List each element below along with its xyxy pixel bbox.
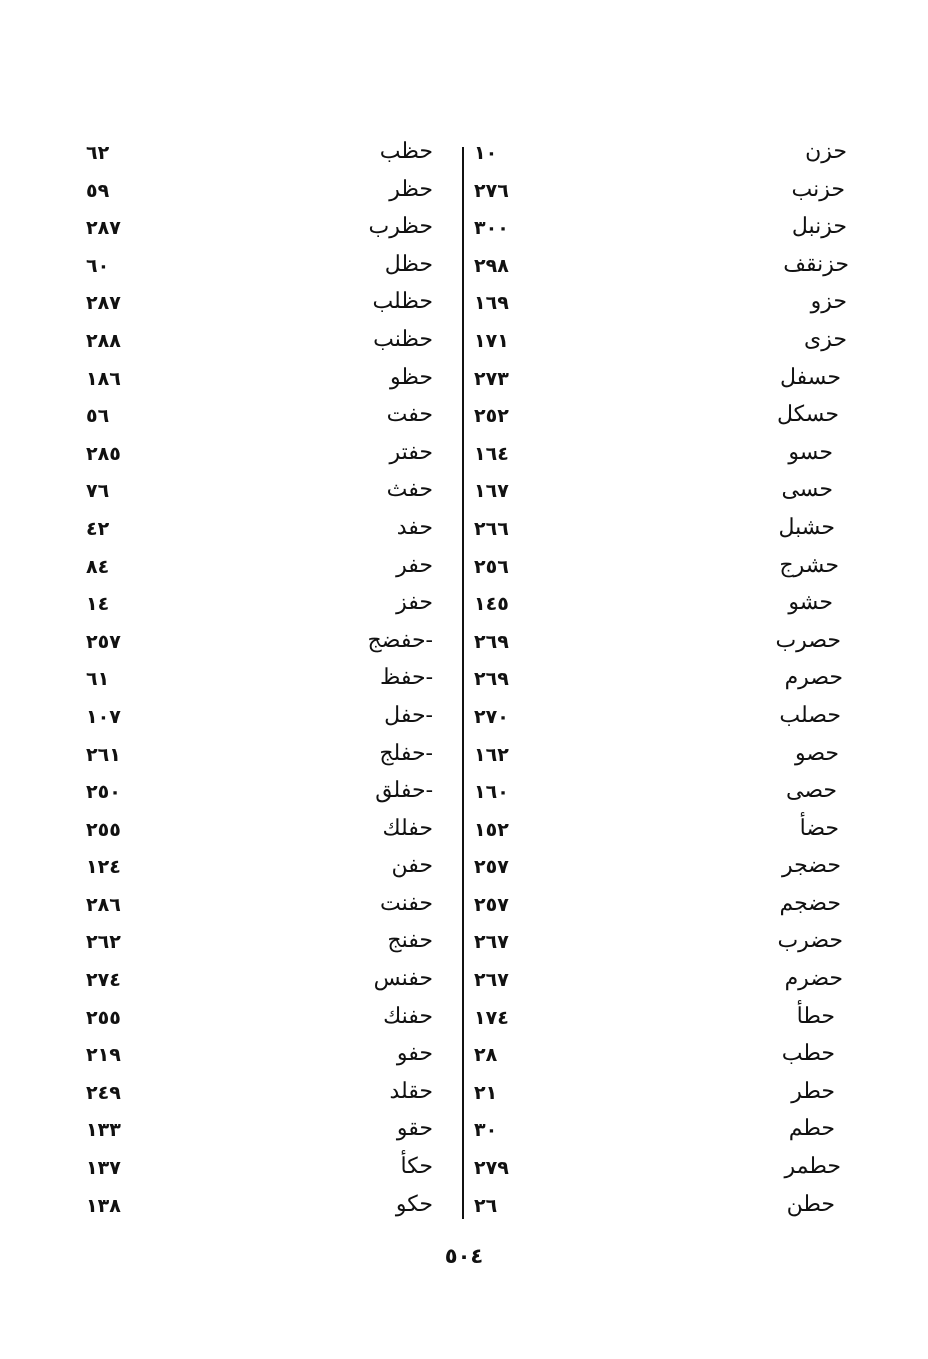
entry-page-number: ٢٨٥ [86,442,121,465]
entry-page-number: ١٦٩ [474,292,509,315]
index-entry [470,889,861,927]
entry-word: حطب [781,1041,835,1067]
entry-page-number: ١٦٤ [474,442,509,465]
index-entry [68,776,453,814]
entry-page-number: ٢٤٩ [86,1081,121,1104]
entry-word: حفلك [382,815,433,841]
entry-word: حزى [804,326,847,352]
entry-word: حفن [391,853,433,879]
entry-word: حطمر [784,1154,841,1180]
index-entry [68,175,453,213]
entry-word: حفز [396,590,433,616]
entry-page-number: ٨٤ [86,555,110,578]
entry-word: حظب [379,139,433,164]
index-entry [470,137,867,175]
entry-word: حقو [396,1116,433,1142]
entry-word: حطن [786,1191,835,1217]
entry-page-number: ٢٥٥ [86,818,121,841]
entry-page-number: ٢١٩ [86,1044,121,1067]
entry-word: حسفل [779,364,841,390]
entry-page-number: ١٢٤ [86,856,121,879]
entry-word: حضأ [799,815,839,841]
entry-word: حطم [788,1116,835,1142]
entry-page-number: ٢٦٦ [474,517,509,540]
entry-word: حشرج [779,552,839,578]
index-entry [470,363,861,401]
entry-word: حقلد [389,1078,433,1104]
index-entry [68,1002,453,1040]
entry-word: حظو [389,364,433,390]
entry-page-number: ٢٥٢ [474,405,509,428]
entry-page-number: ٢٨ [474,1044,498,1067]
entry-word: حضرب [777,928,843,954]
index-entry [68,551,453,589]
entry-page-number: ٣٠٠ [474,217,509,240]
index-entry [470,964,863,1002]
entry-word: حشبل [778,514,835,540]
entry-page-number: ٢٨٦ [86,893,121,916]
entry-word: حكأ [400,1154,433,1180]
entry-word: حطأ [796,1003,835,1029]
index-entry [470,1077,855,1115]
index-entry [68,588,453,626]
entry-page-number: ٢٥٥ [86,1006,121,1029]
index-entry [68,1077,453,1115]
index-entry [470,814,859,852]
entry-word: -حفضج [367,627,433,653]
index-entry [470,739,859,777]
entry-word: حفنت [380,890,433,916]
entry-page-number: ١٣٧ [86,1157,121,1180]
entry-word: حزنبل [791,214,847,240]
index-entry [68,1039,453,1077]
entry-word: حصرم [784,665,843,691]
entry-page-number: ٢٥٦ [474,555,509,578]
entry-page-number: ١٣٣ [86,1119,121,1142]
index-entry [470,1152,861,1190]
entry-page-number: ١٧١ [474,329,509,352]
index-entry [68,1152,453,1190]
entry-page-number: ٢٧٣ [474,367,509,390]
entry-page-number: ٢٩٨ [474,254,509,277]
index-entry [470,287,867,325]
index-entry [68,400,453,438]
index-entry [68,626,453,664]
entry-page-number: ٤٢ [86,517,110,540]
entry-word: حفث [386,477,433,503]
entry-word: حطر [791,1078,835,1104]
entry-word: حضجر [781,853,841,879]
entry-word: حظلب [372,289,433,315]
entry-word: حظنب [373,326,433,352]
index-entry [470,1190,855,1228]
entry-page-number: ٦٢ [86,142,110,164]
page-number: ٥٠٤ [444,1244,484,1268]
entry-word: حصى [785,778,837,804]
index-entry [68,889,453,927]
entry-page-number: ٢٦٢ [86,931,121,954]
entry-page-number: ٢٦ [474,1194,498,1217]
index-entry [470,851,861,889]
index-entry [68,739,453,777]
index-entry [68,1114,453,1152]
index-entry [470,776,857,814]
entry-page-number: ٢٧٠ [474,705,509,728]
index-column-left [68,137,453,1227]
index-entry [470,212,867,250]
entry-page-number: ٢٧٦ [474,179,509,202]
entry-page-number: ١٧٤ [474,1006,509,1029]
entry-word: حزنب [791,176,845,202]
index-entry [470,250,869,288]
index-entry [470,551,859,589]
entry-page-number: ١٥٢ [474,818,509,841]
entry-page-number: ١٣٨ [86,1194,121,1217]
index-entry [68,663,453,701]
entry-word: حزو [810,289,847,315]
entry-page-number: ٢١ [474,1081,498,1104]
index-entry [68,701,453,739]
index-entry [470,1114,855,1152]
index-entry [68,926,453,964]
index-entry [68,250,453,288]
entry-page-number: ٢٥٠ [86,781,121,804]
entry-page-number: ١٠ [474,142,498,164]
entry-word: -حفلج [379,740,433,766]
entry-page-number: ٥٩ [86,179,110,202]
entry-page-number: ٢٧٤ [86,969,121,992]
entry-word: حظر [389,176,433,202]
entry-page-number: ١٠٧ [86,705,121,728]
index-entry [68,964,453,1002]
index-entry [470,175,865,213]
index-entry [470,588,853,626]
index-column-right [470,137,855,1227]
entry-word: حفتر [389,439,433,465]
entry-page-number: ٥٦ [86,405,110,428]
entry-word: حسكل [776,402,839,428]
entry-page-number: ٦٠ [86,254,110,277]
entry-page-number: ١٦٢ [474,743,509,766]
entry-word: حظل [384,251,433,277]
column-divider [462,147,464,1219]
index-entry [68,212,453,250]
entry-page-number: ٢٥٧ [474,893,509,916]
entry-page-number: ٢٥٧ [474,856,509,879]
index-entry [470,438,853,476]
entry-page-number: ٢٦١ [86,743,121,766]
index-entry [470,475,853,513]
entry-word: حفر [396,552,433,578]
index-entry [470,513,855,551]
entry-word: حكو [395,1191,433,1217]
index-entry [68,287,453,325]
entry-page-number: ١٦٧ [474,480,509,503]
entry-word: حفو [396,1041,433,1067]
entry-page-number: ٦١ [86,668,110,691]
entry-word: حزن [805,139,847,164]
index-entry [68,814,453,852]
index-entry [470,325,867,363]
entry-page-number: ٢٥٧ [86,630,121,653]
index-entry [68,851,453,889]
entry-word: حضجم [779,890,841,916]
index-entry [68,438,453,476]
entry-word: حزنقف [783,251,849,277]
entry-word: حسى [781,477,833,503]
entry-page-number: ٢٨٨ [86,329,121,352]
index-entry [68,1190,453,1228]
entry-page-number: ٢٦٧ [474,969,509,992]
entry-word: حصلب [779,702,841,728]
entry-word: حصرب [775,627,841,653]
index-entry [470,1002,855,1040]
entry-page-number: ٢٦٧ [474,931,509,954]
entry-word: حشو [788,590,833,616]
index-entry [470,626,861,664]
entry-word: حفد [396,514,433,540]
entry-page-number: ٢٦٩ [474,630,509,653]
entry-word: حفنك [383,1003,433,1029]
entry-word: حفنج [387,928,433,954]
entry-word: حسو [788,439,833,465]
index-entry [470,400,859,438]
entry-page-number: ٧٦ [86,480,110,503]
entry-word: حصو [794,740,839,766]
entry-word: حظرب [368,214,433,240]
entry-word: حضرم [784,966,843,992]
entry-page-number: ١٤٥ [474,593,509,616]
index-entry [470,1039,855,1077]
index-entry [470,926,863,964]
entry-word: -حفلق [375,778,433,804]
entry-page-number: ٢٨٧ [86,292,121,315]
entry-word: حفنس [373,966,433,992]
entry-word: -حفل [384,702,433,728]
index-entry [68,475,453,513]
entry-page-number: ٢٦٩ [474,668,509,691]
entry-page-number: ١٤ [86,593,110,616]
index-entry [470,663,863,701]
entry-page-number: ٣٠ [474,1119,498,1142]
index-entry [68,363,453,401]
entry-page-number: ٢٨٧ [86,217,121,240]
index-entry [68,325,453,363]
index-entry [470,701,861,739]
entry-word: -حفظ [379,665,433,691]
entry-page-number: ١٨٦ [86,367,121,390]
index-entry [68,137,453,175]
index-entry [68,513,453,551]
entry-word: حفت [386,402,433,428]
entry-page-number: ١٦٠ [474,781,509,804]
entry-page-number: ٢٧٩ [474,1157,509,1180]
